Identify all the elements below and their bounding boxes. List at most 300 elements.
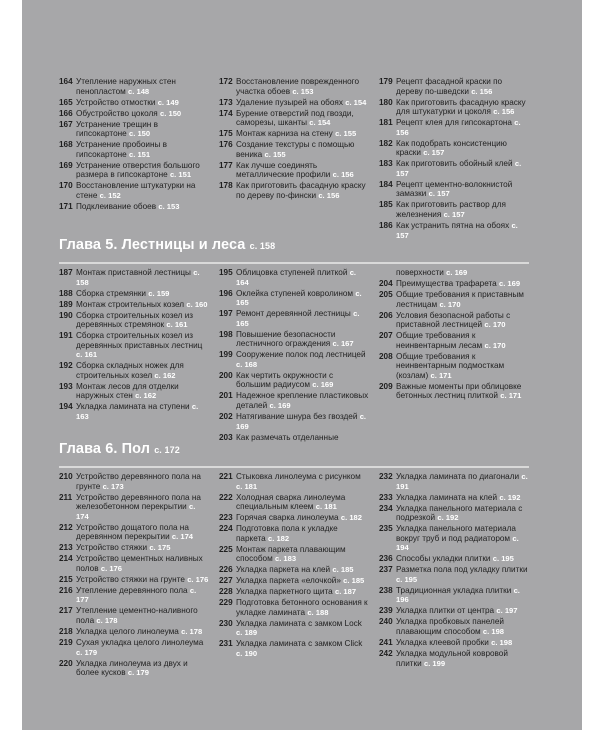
toc-entry <box>219 639 369 658</box>
entry-page: с. 188 <box>307 607 329 617</box>
entry-number: 165 <box>59 97 73 107</box>
entry-title: Горячая сварка линолеума <box>236 513 339 523</box>
entry-title: Укладка ламината с замком Lock <box>236 618 362 628</box>
entry-title: Укладка клеевой пробки <box>396 638 489 648</box>
entry-title: Ремонт деревянной лестницы <box>236 309 351 319</box>
entry-title: Укладка ламината на клей <box>396 492 498 502</box>
section-divider <box>59 262 529 264</box>
entry-title: Устранение пробоины в гипсокартоне <box>76 140 167 159</box>
toc-entry <box>219 524 369 543</box>
entry-title: Укладка паркета на клей <box>236 565 331 575</box>
entry-page: с. 169 <box>236 412 367 431</box>
entry-title: Устранение отверстия большого размера в гипсокартоне <box>76 160 200 180</box>
toc-entry <box>59 109 209 119</box>
entry-page: с. 174 <box>76 502 196 521</box>
entry-page: с. 163 <box>76 402 199 422</box>
entry-title: Подготовка пола к укладке паркета <box>236 524 338 543</box>
entry-page: с. 178 <box>96 616 118 626</box>
entry-page: с. 160 <box>186 299 208 309</box>
entry-title: Преимущества трафарета <box>396 278 497 288</box>
toc-column <box>379 268 529 402</box>
toc-entry <box>219 268 369 287</box>
entry-number: 220 <box>59 658 73 668</box>
entry-number: 183 <box>379 159 393 169</box>
entry-page: с. 161 <box>76 350 98 360</box>
entry-title: Устройство стяжки <box>76 543 148 553</box>
entry-number: 240 <box>379 617 393 627</box>
entry-page: с. 151 <box>169 170 192 180</box>
chapter-page: с. 158 <box>249 241 276 251</box>
entry-title: Как приготовить фасадную краску по дереву по-фински <box>236 181 366 200</box>
entry-number: 207 <box>379 331 393 341</box>
entry-title: Как приготовить обойный клей <box>396 159 513 169</box>
entry-page: с. 192 <box>437 513 459 523</box>
entry-number: 214 <box>59 554 73 564</box>
entry-page: с. 150 <box>160 108 182 118</box>
entry-title: Монтаж паркета плавающим способом <box>236 544 346 564</box>
entry-page: с. 175 <box>149 543 171 553</box>
entry-title: Укладка ламината с замком Click <box>236 639 363 649</box>
entry-title: Восстановление штукатурки на стене <box>76 181 196 200</box>
entry-page: с. 170 <box>484 320 506 330</box>
entry-number: 169 <box>59 160 73 170</box>
entry-title: Монтаж карниза на стену <box>236 129 333 139</box>
toc-entry <box>379 268 529 278</box>
entry-page: с. 153 <box>158 201 180 211</box>
entry-page: с. 156 <box>396 118 521 137</box>
toc-entry <box>219 140 369 159</box>
entry-number: 229 <box>219 598 233 608</box>
entry-title: Обустройство цоколя <box>76 108 158 118</box>
entry-page: с. 196 <box>396 585 520 605</box>
toc-entry <box>59 98 209 108</box>
entry-number: 168 <box>59 140 73 150</box>
entry-page: с. 154 <box>345 97 367 107</box>
entry-page: с. 198 <box>491 638 513 648</box>
toc-entry <box>59 638 209 657</box>
toc-entry <box>379 331 529 350</box>
entry-title: Натягивание шнура без гвоздей <box>236 412 358 422</box>
entry-number: 196 <box>219 288 233 298</box>
chapter-6-heading <box>59 441 180 457</box>
entry-page: с. 190 <box>236 649 258 658</box>
entry-number: 179 <box>379 77 393 86</box>
toc-entry <box>219 472 369 491</box>
toc-entry <box>59 300 209 310</box>
entry-title: Разметка пола под укладку плитки <box>396 565 528 575</box>
toc-entry <box>219 77 369 96</box>
toc-entry <box>219 350 369 369</box>
entry-number: 212 <box>59 522 73 532</box>
toc-entry <box>379 554 529 564</box>
entry-number: 210 <box>59 472 73 481</box>
toc-entry <box>219 161 369 180</box>
entry-title: Как приготовить фасадную краску для штукатурки и цоколя <box>396 97 526 117</box>
entry-title: Устройство деревянного пола на железобетонном перекрытии <box>76 492 201 512</box>
toc-entry <box>59 606 209 625</box>
entry-number: 185 <box>379 200 393 210</box>
entry-page: с. 150 <box>129 129 151 139</box>
entry-page: с. 149 <box>157 97 179 107</box>
entry-page: с. 162 <box>154 370 176 380</box>
toc-entry <box>59 181 209 200</box>
entry-title: Повышение безопасности лестничного ограждения <box>236 329 336 349</box>
toc-entry <box>219 619 369 638</box>
entry-title: Как приготовить раствор для железнения <box>396 200 506 220</box>
entry-title: Сборка складных ножек для строительных козел <box>76 361 184 380</box>
entry-number: 230 <box>219 618 233 628</box>
entry-page: с. 174 <box>171 532 194 542</box>
entry-title: Как размечать отделанные <box>236 432 339 442</box>
entry-number: 164 <box>59 77 73 86</box>
entry-title: Устройство деревянного пола на грунте <box>76 472 201 491</box>
entry-number: 233 <box>379 492 393 502</box>
entry-page: с. 181 <box>315 502 337 512</box>
chapter-title: Глава 6. Пол <box>59 441 151 457</box>
toc-entry <box>379 159 529 178</box>
entry-number: 231 <box>219 639 233 649</box>
entry-page: с. 156 <box>493 107 515 117</box>
entry-title: Рецепт клея для гипсокартона <box>396 118 512 128</box>
entry-page: с. 181 <box>236 481 258 491</box>
toc-entry <box>379 606 529 616</box>
entry-number: 191 <box>59 331 73 341</box>
entry-page: с. 199 <box>423 658 446 668</box>
entry-page: с. 152 <box>99 190 121 200</box>
toc-column <box>59 472 209 679</box>
entry-title: Надежное крепление пластиковых деталей <box>236 391 369 411</box>
entry-page: с. 177 <box>76 585 197 605</box>
entry-page: с. 187 <box>334 587 357 597</box>
toc-entry <box>219 98 369 108</box>
entry-title: Восстановление поврежденного участка обоев <box>236 77 360 96</box>
toc-entry <box>219 576 369 586</box>
entry-title: Сборка строительных козел из деревянных приставных лестниц <box>76 331 203 350</box>
entry-number: 225 <box>219 544 233 554</box>
entry-number: 194 <box>59 402 73 412</box>
entry-number: 182 <box>379 138 393 148</box>
entry-number: 198 <box>219 329 233 339</box>
toc-entry <box>379 617 529 636</box>
toc-entry <box>219 513 369 523</box>
entry-number: 201 <box>219 391 233 401</box>
entry-title: Как подобрать консистенцию краски <box>396 138 507 158</box>
entry-title: Монтаж лесов для отделки наружных стен <box>76 381 179 401</box>
toc-entry <box>219 493 369 512</box>
toc-entry <box>219 412 369 431</box>
entry-number: 177 <box>219 160 233 170</box>
toc-entry <box>219 289 369 308</box>
entry-title: Укладка целого линолеума <box>76 627 179 637</box>
toc-entry <box>59 382 209 401</box>
entry-page: с. 153 <box>292 86 314 96</box>
entry-title: Удаление пузырей на обоях <box>236 97 343 107</box>
toc-entry <box>59 586 209 605</box>
toc-entry <box>379 504 529 523</box>
entry-page: с. 169 <box>446 268 468 277</box>
entry-number: 195 <box>219 268 233 277</box>
entry-number: 208 <box>379 351 393 361</box>
entry-title: Устройство цементных наливных полов <box>76 554 203 573</box>
entry-title: Условия безопасной работы с приставной лестницей <box>396 310 511 330</box>
toc-entry <box>59 627 209 637</box>
entry-page: с. 169 <box>269 401 291 411</box>
toc-entry <box>379 311 529 330</box>
entry-page: с. 157 <box>423 148 445 158</box>
toc-column <box>219 77 369 202</box>
entry-page: с. 182 <box>340 513 362 523</box>
entry-number: 239 <box>379 606 393 616</box>
entry-title: Утепление цементно-наливного пола <box>76 606 198 626</box>
entry-page: с. 155 <box>264 149 286 159</box>
entry-number: 219 <box>59 638 73 648</box>
entry-number: 221 <box>219 472 233 481</box>
entry-number: 215 <box>59 574 73 584</box>
entry-title: Укладка панельного материала с подрезкой <box>396 503 523 523</box>
section-divider <box>59 466 529 468</box>
entry-page: с. 197 <box>496 606 518 616</box>
entry-title: Укладка панельного материала вокруг труб и под радиатором <box>396 524 516 543</box>
toc-entry <box>219 371 369 390</box>
entry-page: с. 185 <box>343 576 365 586</box>
entry-title: Утепление деревянного пола <box>76 585 188 595</box>
toc-column <box>379 77 529 242</box>
entry-page: с. 157 <box>443 210 465 220</box>
entry-title: Стыковка линолеума с рисунком <box>236 472 361 481</box>
toc-entry <box>59 361 209 380</box>
entry-title: Сухая укладка целого линолеума <box>76 638 204 648</box>
toc-entry <box>379 279 529 289</box>
entry-number: 202 <box>219 412 233 422</box>
entry-title: Укладка плитки от центра <box>396 606 495 616</box>
entry-page: с. 165 <box>236 309 360 328</box>
toc-column <box>219 472 369 660</box>
toc-entry <box>59 268 209 287</box>
entry-page: с. 151 <box>129 149 151 159</box>
toc-entry <box>379 200 529 219</box>
entry-title: Укладка ламината на ступени <box>76 402 190 412</box>
entry-title: Сооружение полок под лестницей <box>236 350 366 360</box>
entry-title: Бурение отверстий под гвозди, саморезы, шканты <box>236 108 354 128</box>
entry-title: Монтаж приставной лестницы <box>76 268 191 277</box>
toc-entry <box>379 98 529 117</box>
entry-title: Устройство отмостки <box>76 97 156 107</box>
toc-entry <box>379 180 529 199</box>
entry-page: с. 156 <box>471 86 493 96</box>
entry-title: Создание текстуры с помощью веника <box>236 140 355 159</box>
toc-entry <box>219 545 369 564</box>
entry-page: с. 169 <box>498 278 521 288</box>
toc-column <box>59 77 209 213</box>
toc-entry <box>219 391 369 410</box>
entry-number: 209 <box>379 381 393 391</box>
entry-page: с. 191 <box>396 472 528 491</box>
entry-title: Устранение трещин в гипсокартоне <box>76 119 158 139</box>
entry-number: 224 <box>219 524 233 534</box>
entry-page: с. 161 <box>166 320 188 330</box>
entry-page: с. 170 <box>484 340 506 350</box>
entry-title: Укладка ламината по диагонали <box>396 472 520 481</box>
entry-number: 172 <box>219 77 233 86</box>
entry-page: с. 167 <box>332 339 354 349</box>
toc-entry <box>59 554 209 573</box>
entry-number: 171 <box>59 201 73 211</box>
entry-page: с. 183 <box>274 554 297 564</box>
entry-number: 238 <box>379 585 393 595</box>
entry-number: 192 <box>59 361 73 371</box>
toc-entry <box>59 543 209 553</box>
entry-number: 176 <box>219 140 233 150</box>
entry-title: Традиционная укладка плитки <box>396 585 512 595</box>
entry-title: Устройство стяжки на грунте <box>76 574 185 584</box>
entry-number: 180 <box>379 97 393 107</box>
entry-number: 237 <box>379 565 393 575</box>
entry-title: Холодная сварка линолеума специальным клеем <box>236 492 346 512</box>
entry-title: Как лучше соединять металлические профили <box>236 160 331 180</box>
entry-title: Общие требования к неинвентарным подмосткам (козлам) <box>396 351 505 380</box>
toc-entry <box>379 382 529 401</box>
entry-page: с. 195 <box>492 554 514 564</box>
entry-number: 236 <box>379 554 393 564</box>
entry-title: Сборка строительных козел из деревянных стремянок <box>76 310 194 330</box>
chapter-5-heading <box>59 237 275 253</box>
toc-column <box>219 268 369 444</box>
entry-title: Укладка линолеума из двух и более кусков <box>76 658 188 678</box>
toc-entry <box>59 77 209 96</box>
entry-title: Общие требования к приставным лестницам <box>396 289 524 309</box>
entry-page: с. 148 <box>128 86 150 96</box>
toc-column <box>379 472 529 670</box>
toc-entry <box>59 402 209 421</box>
entry-page: с. 170 <box>439 299 461 309</box>
entry-title: Общие требования к неинвентарным лесам <box>396 331 483 350</box>
toc-entry <box>219 598 369 617</box>
entry-number: 187 <box>59 268 73 277</box>
entry-number: 188 <box>59 288 73 298</box>
entry-number: 199 <box>219 350 233 360</box>
entry-number: 181 <box>379 118 393 128</box>
entry-number: 175 <box>219 129 233 139</box>
entry-page: с. 168 <box>236 359 258 369</box>
entry-page: с. 156 <box>318 190 340 200</box>
entry-title: Рецепт фасадной краски по дереву по-шведски <box>396 77 503 96</box>
entry-page: с. 159 <box>148 288 170 298</box>
toc-entry <box>59 289 209 299</box>
chapter-page: с. 172 <box>154 445 180 455</box>
entry-page: с. 164 <box>236 268 357 287</box>
entry-page: с. 182 <box>268 533 290 543</box>
entry-number: 166 <box>59 108 73 118</box>
toc-entry <box>379 472 529 491</box>
entry-page: с. 179 <box>76 647 98 657</box>
chapter-title: Глава 5. Лестницы и леса <box>59 237 246 253</box>
entry-page: с. 156 <box>332 170 354 180</box>
entry-page: с. 171 <box>500 391 522 401</box>
toc-entry <box>379 638 529 648</box>
entry-page: с. 195 <box>396 574 418 584</box>
entry-title: Подготовка бетонного основания к укладке ламината <box>236 598 368 617</box>
entry-number: 197 <box>219 309 233 319</box>
entry-number: 190 <box>59 310 73 320</box>
entry-page: с. 178 <box>181 627 203 637</box>
entry-number: 222 <box>219 492 233 502</box>
entry-title: Сборка стремянки <box>76 288 146 298</box>
toc-entry <box>59 575 209 585</box>
entry-title: Оклейка ступеней ковролином <box>236 288 354 298</box>
toc-entry <box>379 118 529 137</box>
entry-number: 242 <box>379 649 393 658</box>
entry-number: 218 <box>59 627 73 637</box>
toc-entry <box>59 311 209 330</box>
entry-title: Рецепт цементно-волокнистой замазки <box>396 179 513 199</box>
entry-page: с. 189 <box>236 628 258 638</box>
entry-number: 184 <box>379 179 393 189</box>
toc-entry <box>59 120 209 139</box>
entry-number: 193 <box>59 381 73 391</box>
entry-page: с. 165 <box>236 288 362 308</box>
toc-entry <box>379 493 529 503</box>
entry-page: с. 173 <box>102 481 124 491</box>
entry-title: Укладка паркета «елочкой» <box>236 576 341 586</box>
entry-number: 216 <box>59 585 73 595</box>
entry-title: поверхности <box>396 268 444 277</box>
entry-number: 226 <box>219 565 233 575</box>
entry-number: 223 <box>219 513 233 523</box>
toc-entry <box>59 202 209 212</box>
toc-entry <box>379 77 529 96</box>
entry-page: с. 176 <box>187 574 209 584</box>
entry-page: с. 154 <box>309 118 331 128</box>
entry-title: Укладка пробковых панелей плавающим способом <box>396 617 504 637</box>
toc-entry <box>59 472 209 491</box>
entry-number: 217 <box>59 606 73 616</box>
toc-entry <box>379 586 529 605</box>
entry-title: Облицовка ступеней плиткой <box>236 268 348 277</box>
entry-page: с. 194 <box>396 533 519 553</box>
entry-number: 206 <box>379 310 393 320</box>
entry-number: 232 <box>379 472 393 481</box>
entry-number: 170 <box>59 181 73 191</box>
toc-entry <box>379 352 529 381</box>
entry-page: с. 155 <box>335 129 357 139</box>
entry-title: Подклеивание обоев <box>76 201 157 211</box>
toc-entry <box>219 587 369 597</box>
entry-page: с. 157 <box>396 159 522 178</box>
entry-title: Как чертить окружности с большим радиусом <box>236 370 334 390</box>
entry-number: 167 <box>59 119 73 129</box>
entry-title: Как устранить пятна на обоях <box>396 221 510 231</box>
entry-page: с. 176 <box>100 563 122 573</box>
entry-number: 204 <box>379 278 393 288</box>
toc-entry <box>219 330 369 349</box>
toc-entry <box>379 524 529 553</box>
toc-entry <box>59 523 209 542</box>
toc-column <box>59 268 209 423</box>
entry-number: 200 <box>219 370 233 380</box>
entry-title: Укладка модульной ковровой плитки <box>396 649 508 668</box>
entry-page: с. 169 <box>312 380 334 390</box>
toc-entry <box>219 109 369 128</box>
toc-entry <box>379 221 529 240</box>
toc-entry <box>219 309 369 328</box>
entry-page: с. 192 <box>499 492 521 502</box>
entry-title: Укладка паркетного щита <box>236 587 333 597</box>
entry-number: 186 <box>379 221 393 231</box>
entry-number: 227 <box>219 576 233 586</box>
entry-number: 228 <box>219 587 233 597</box>
toc-entry <box>59 659 209 678</box>
toc-entry <box>219 565 369 575</box>
